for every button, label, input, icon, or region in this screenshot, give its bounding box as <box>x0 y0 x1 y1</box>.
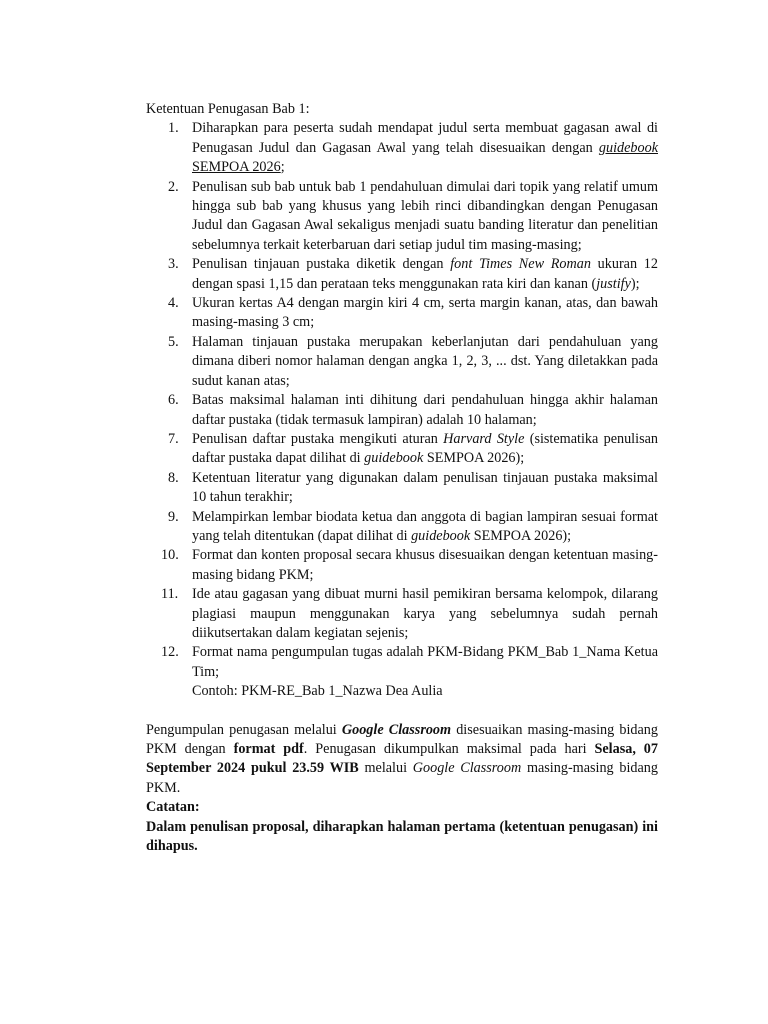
item-number: 8. <box>168 469 179 486</box>
item-text: Batas maksimal halaman inti dihitung dari pendahuluan hingga akhir halaman daftar pustaka (tidak termasuk lampiran) adalah 10 halaman; <box>192 392 658 428</box>
item-text-italic: font Times New Roman <box>450 256 591 273</box>
item-number: 1. <box>168 120 179 137</box>
item-number: 9. <box>168 508 179 525</box>
item-text: SEMPOA 2026); <box>423 450 525 467</box>
item-text: SEMPOA 2026); <box>470 527 572 544</box>
item-text: Ide atau gagasan yang dibuat murni hasil pemikiran bersama kelompok, dilarang plagiasi maupun menggunakan karya yang sebelumnya sudah pernah diikutsertakan dalam kegiatan sejenis; <box>192 586 658 641</box>
item-text: ); <box>630 275 640 292</box>
note-text: Dalam penulisan proposal, diharapkan halaman pertama (ketentuan penugasan) ini dihapus. <box>146 818 658 855</box>
item-number: 2. <box>168 178 179 195</box>
document-page <box>146 100 658 856</box>
item-text: (sistematika penulisan daftar pustaka dapat dilihat di <box>192 430 658 467</box>
submission-text: melalui <box>358 760 413 777</box>
spacer <box>146 702 658 721</box>
list-item <box>146 469 658 508</box>
list-item <box>146 119 658 177</box>
item-text: Ukuran kertas A4 dengan margin kiri 4 cm, serta margin kanan, atas, dan bawah masing-masing 3 cm; <box>192 295 658 331</box>
item-text-italic: Harvard Style <box>443 430 525 447</box>
item-number: 5. <box>168 333 179 350</box>
list-item <box>146 430 658 469</box>
format-pdf-text: format pdf <box>233 741 304 757</box>
item-number: 3. <box>168 256 179 273</box>
submission-text: . Penugasan dikumpulkan maksimal pada hari <box>303 741 595 757</box>
item-text-italic: guidebook <box>364 450 424 467</box>
submission-text: masing-masing bidang PKM. <box>146 760 658 796</box>
item-text: Format nama pengumpulan tugas adalah PKM-Bidang PKM_Bab 1_Nama Ketua Tim; <box>192 644 658 680</box>
item-text-italic: justify <box>596 275 631 292</box>
list-item <box>146 585 658 643</box>
item-text: Melampirkan lembar biodata ketua dan anggota di bagian lampiran sesuai format yang telah ditentukan (dapat dilihat di <box>192 508 658 544</box>
list-item <box>146 255 658 294</box>
list-item <box>146 643 658 701</box>
deadline-text: Selasa, 07 September 2024 pukul 23.59 WIB <box>146 741 658 777</box>
item-text: Penulisan daftar pustaka mengikuti aturan <box>192 430 444 447</box>
item-text: Ketentuan literatur yang digunakan dalam penulisan tinjauan pustaka maksimal 10 tahun terakhir; <box>192 469 658 506</box>
rules-list <box>146 119 658 701</box>
submission-paragraph <box>146 721 658 799</box>
item-number: 10. <box>161 547 179 564</box>
item-text: ukuran 12 dengan spasi 1,15 dan perataan teks menggunakan rata kiri dan kanan ( <box>192 256 658 292</box>
item-text: Penulisan tinjauan pustaka diketik dengan <box>192 256 451 273</box>
item-text: Diharapkan para peserta sudah mendapat judul serta membuat gagasan awal di Penugasan Judul dan Gagasan Awal yang telah disesuaikan dengan <box>192 120 658 156</box>
google-classroom-text: Google Classroom <box>341 721 452 738</box>
list-item <box>146 508 658 547</box>
item-text: Penulisan sub bab untuk bab 1 pendahuluan dimulai dari topik yang relatif umum hingga sub bab yang khusus yang lebih rinci dibandingkan dengan Penugasan Judul dan Gagasan Awal sekaligus menjadi suatu banding literatur dan penelitian sebelumnya terkait keterbaruan dari setiap judul tim masing-masing; <box>192 178 658 253</box>
sempoa-link: SEMPOA 2026 <box>192 159 281 176</box>
google-classroom-text: Google Classroom <box>412 760 522 777</box>
item-number: 12. <box>161 644 179 661</box>
list-item <box>146 178 658 256</box>
item-text: ; <box>280 159 285 176</box>
list-item <box>146 391 658 430</box>
example-text: Contoh: PKM-RE_Bab 1_Nazwa Dea Aulia <box>192 683 443 700</box>
guidebook-link: guidebook <box>598 139 658 156</box>
note-title: Catatan: <box>146 799 200 816</box>
item-number: 4. <box>168 295 179 312</box>
item-number: 6. <box>168 392 179 409</box>
item-text-italic: guidebook <box>411 527 471 544</box>
item-number: 11. <box>161 586 179 603</box>
list-item <box>146 546 658 585</box>
submission-text: disesuaikan masing-masing bidang PKM dengan <box>146 721 658 757</box>
item-text: Halaman tinjauan pustaka merupakan keberlanjutan dari pendahuluan yang dimana diberi nomor halaman dengan angka 1, 2, 3, ... dst. Yang diletakkan pada sudut kanan atas; <box>192 333 658 389</box>
list-item <box>146 294 658 333</box>
page-heading: Ketentuan Penugasan Bab 1: <box>146 101 310 117</box>
list-item <box>146 333 658 391</box>
submission-text: Pengumpulan penugasan melalui <box>146 721 342 738</box>
item-text: Format dan konten proposal secara khusus disesuaikan dengan ketentuan masing-masing bidang PKM; <box>192 547 658 583</box>
item-number: 7. <box>168 430 179 447</box>
